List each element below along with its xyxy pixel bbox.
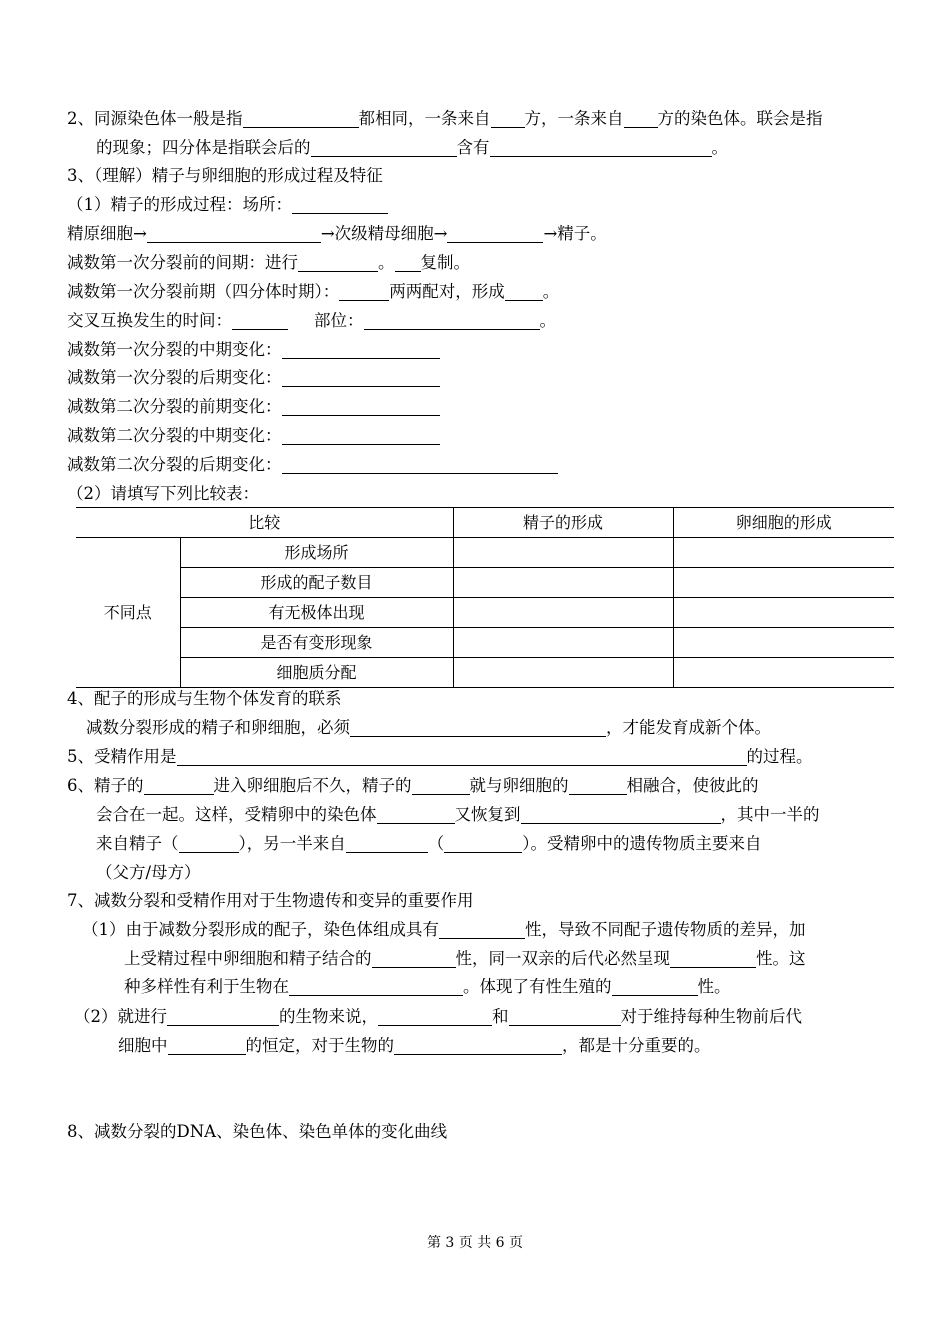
header-sperm: 精子的形成 xyxy=(453,508,673,538)
blank[interactable] xyxy=(412,776,470,795)
answer-cell[interactable] xyxy=(673,598,894,628)
comparison-table xyxy=(76,507,894,688)
q7-line-3: 种多样性有利于生物在 。体现了有性生殖的 性。 xyxy=(124,977,731,996)
q3-m2-metaphase: 减数第二次分裂的中期变化： xyxy=(67,425,440,447)
blank[interactable] xyxy=(282,455,558,474)
blank[interactable] xyxy=(372,949,456,968)
q2-line-1: 2、同源染色体一般是指 都相同，一条来自 方，一条来自 方的染色体。联会是指 xyxy=(67,109,823,128)
q3-place: （1）精子的形成过程：场所： xyxy=(67,194,388,216)
q3-m2-anaphase: 减数第二次分裂的后期变化： xyxy=(67,454,558,476)
group-label: 不同点 xyxy=(76,538,180,688)
blank[interactable] xyxy=(339,282,389,301)
blank[interactable] xyxy=(509,1007,621,1026)
blank[interactable] xyxy=(569,776,627,795)
blank[interactable] xyxy=(144,776,214,795)
blank[interactable] xyxy=(521,805,721,824)
answer-cell[interactable] xyxy=(673,568,894,598)
q8-title: 8、减数分裂的DNA、染色体、染色单体的变化曲线 xyxy=(67,1122,448,1141)
page-footer: 第 3 页 共 6 页 xyxy=(426,1235,524,1251)
answer-cell[interactable] xyxy=(453,568,673,598)
blank[interactable] xyxy=(490,138,712,157)
row-label: 有无极体出现 xyxy=(180,598,453,628)
blank[interactable] xyxy=(147,224,321,243)
blank[interactable] xyxy=(447,224,543,243)
blank[interactable] xyxy=(232,311,288,330)
blank[interactable] xyxy=(346,834,428,853)
blank[interactable] xyxy=(378,1007,492,1026)
blank[interactable] xyxy=(439,920,525,939)
blank[interactable] xyxy=(168,1036,246,1055)
blank[interactable] xyxy=(624,109,658,128)
q6-line-1: 6、精子的 进入卵细胞后不久，精子的 就与卵细胞的 相融合，使彼此的 xyxy=(67,776,759,795)
blank[interactable] xyxy=(282,368,440,387)
answer-cell[interactable] xyxy=(453,538,673,568)
header-compare: 比较 xyxy=(76,508,453,538)
table-row xyxy=(76,628,894,658)
q5-line: 5、受精作用是 的过程。 xyxy=(67,747,813,766)
blank[interactable] xyxy=(292,195,388,214)
q3-prophase1: 减数第一次分裂前期（四分体时期）： 两两配对，形成 。 xyxy=(67,282,560,301)
blank[interactable] xyxy=(670,949,756,968)
answer-cell[interactable] xyxy=(673,628,894,658)
row-label: 形成的配子数目 xyxy=(180,568,453,598)
q3-crossover: 交叉互换发生的时间： 部位： 。 xyxy=(67,311,556,330)
answer-cell[interactable] xyxy=(453,598,673,628)
q7-line-5: 细胞中 的恒定，对于生物的 ，都是十分重要的。 xyxy=(118,1036,711,1055)
blank[interactable] xyxy=(298,253,378,272)
table-row xyxy=(76,568,894,598)
table-row xyxy=(76,598,894,628)
q3-m1-anaphase: 减数第一次分裂的后期变化： xyxy=(67,367,440,389)
q7-line-2: 上受精过程中卵细胞和精子结合的 性，同一双亲的后代必然呈现 性。这 xyxy=(124,949,806,968)
q4-line: 减数分裂形成的精子和卵细胞，必须 ，才能发育成新个体。 xyxy=(86,718,771,737)
q3-m1-metaphase: 减数第一次分裂的中期变化： xyxy=(67,339,440,361)
blank[interactable] xyxy=(364,311,540,330)
table-row xyxy=(76,538,894,568)
blank[interactable] xyxy=(505,282,543,301)
q3-title: 3、（理解）精子与卵细胞的形成过程及特征 xyxy=(67,166,383,185)
answer-cell[interactable] xyxy=(453,628,673,658)
table-row xyxy=(76,658,894,688)
answer-cell[interactable] xyxy=(453,658,673,688)
header-egg: 卵细胞的形成 xyxy=(673,508,894,538)
blank[interactable] xyxy=(612,977,698,996)
q6-line-2: 会合在一起。这样，受精卵中的染色体 又恢复到 ，其中一半的 xyxy=(96,805,820,824)
blank[interactable] xyxy=(394,1036,562,1055)
q3-m2-prophase: 减数第二次分裂的前期变化： xyxy=(67,396,440,418)
row-label: 细胞质分配 xyxy=(180,658,453,688)
blank[interactable] xyxy=(350,718,606,737)
blank[interactable] xyxy=(282,340,440,359)
blank[interactable] xyxy=(282,426,440,445)
blank[interactable] xyxy=(395,253,421,272)
q3-interphase: 减数第一次分裂前的间期：进行 。 复制。 xyxy=(67,253,470,272)
blank[interactable] xyxy=(179,834,239,853)
q2-line-2: 的现象；四分体是指联会后的 含有 。 xyxy=(96,138,728,157)
answer-cell[interactable] xyxy=(673,538,894,568)
blank[interactable] xyxy=(377,805,455,824)
q3-flow: 精原细胞→ →次级精母细胞→ →精子。 xyxy=(67,224,607,243)
q4-title: 4、配子的形成与生物个体发育的联系 xyxy=(67,689,342,708)
answer-cell[interactable] xyxy=(673,658,894,688)
blank[interactable] xyxy=(177,747,747,766)
table-header-row xyxy=(76,508,894,538)
q3-table-intro: （2）请填写下列比较表： xyxy=(67,484,259,503)
blank[interactable] xyxy=(289,977,463,996)
q7-line-4: （2）就进行 的生物来说， 和 对于维持每种生物前后代 xyxy=(74,1007,802,1026)
blank[interactable] xyxy=(282,397,440,416)
row-label: 形成场所 xyxy=(180,538,453,568)
q6-line-3: 来自精子（ ），另一半来自 （ ）。受精卵中的遗传物质主要来自 xyxy=(96,834,762,853)
blank[interactable] xyxy=(243,109,359,128)
row-label: 是否有变形现象 xyxy=(180,628,453,658)
blank[interactable] xyxy=(491,109,525,128)
blank[interactable] xyxy=(311,138,457,157)
q6-line-4: （父方/母方） xyxy=(96,863,201,882)
blank[interactable] xyxy=(444,834,522,853)
blank[interactable] xyxy=(167,1007,279,1026)
q7-line-1: （1）由于减数分裂形成的配子，染色体组成具有 性，导致不同配子遗传物质的差异，加 xyxy=(82,920,806,939)
q7-title: 7、减数分裂和受精作用对于生物遗传和变异的重要作用 xyxy=(67,891,474,910)
